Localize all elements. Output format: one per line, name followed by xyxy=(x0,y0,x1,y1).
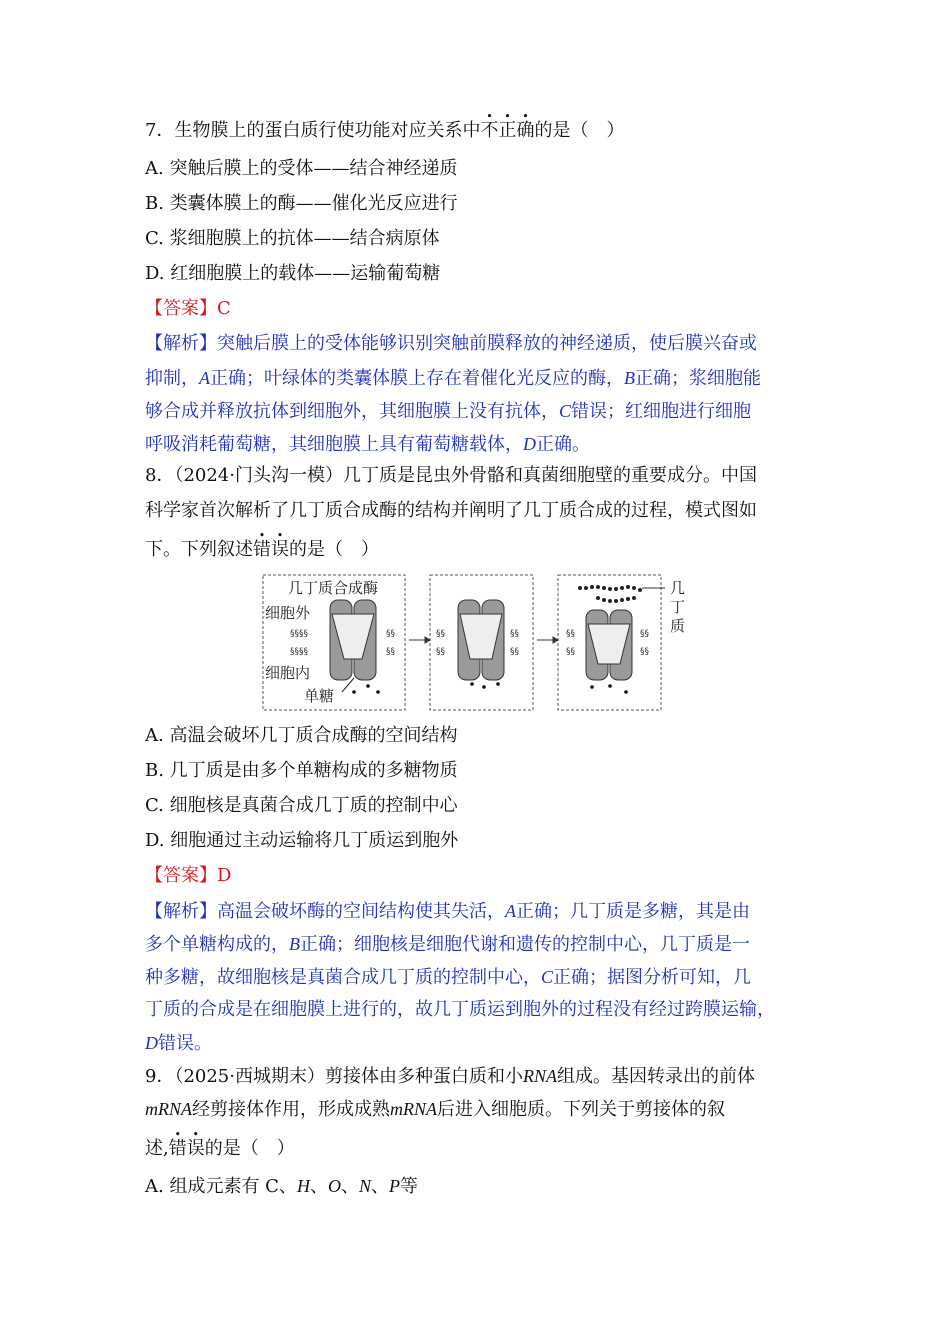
separator: 、 xyxy=(309,1176,328,1197)
analysis-text: 正确；据图分析可知，几 xyxy=(553,967,752,988)
enzyme-label: 几丁质合成酶 xyxy=(288,579,379,597)
q7-analysis-line-1 xyxy=(145,332,757,356)
rna-term: RNA xyxy=(522,1066,557,1086)
membrane-lipid: §§ xyxy=(386,647,395,657)
q7-stem-text: 7．生物膜上的蛋白质行使功能对应关系中 xyxy=(145,120,481,141)
enzyme-panel-3 xyxy=(586,610,632,680)
analysis-text: 多个单糖构成的， xyxy=(145,934,289,955)
emphasis-char: 确 xyxy=(516,120,535,141)
q9-stem-text: 9．（2025·西城期末）剪接体由多种蛋白质和小 xyxy=(145,1066,523,1087)
q9-stem-text: 经剪接体作用，形成成熟 xyxy=(192,1099,390,1120)
q7-option-b: B. 类囊体膜上的酶——催化光反应进行 xyxy=(145,193,458,214)
chitin-synthase-diagram xyxy=(262,574,692,714)
q8-stem-line-3 xyxy=(145,538,379,562)
mrna-term: mRNA xyxy=(390,1099,437,1119)
analysis-text: 高温会破坏酶的空间结构使其失活， xyxy=(217,901,505,922)
analysis-text: 正确。 xyxy=(536,434,590,455)
option-text: 等 xyxy=(399,1176,418,1197)
q9-stem-line-3 xyxy=(145,1137,295,1161)
inside-cell-label: 细胞内 xyxy=(265,664,311,682)
answer-tag: 【答案】 xyxy=(145,865,217,886)
q9-stem-text: 后进入细胞质。下列关于剪接体的叙 xyxy=(437,1099,725,1120)
option-letter: C xyxy=(541,967,554,987)
q8-option-b: B. 几丁质是由多个单糖构成的多糖物质 xyxy=(145,760,458,781)
chitin-label-char: 丁 xyxy=(670,598,686,616)
q9-stem-line-2 xyxy=(145,1097,725,1122)
emphasis-char: 不 xyxy=(480,120,499,141)
option-letter: A xyxy=(505,901,516,921)
q8-stem-text-end: 的是（ ） xyxy=(289,539,379,560)
emphasis-char: 正 xyxy=(498,120,517,141)
analysis-tag: 【解析】 xyxy=(145,333,217,354)
answer-value: C xyxy=(217,298,231,319)
q8-stem-line-1: 8．（2024·门头沟一模）几丁质是昆虫外骨骼和真菌细胞壁的重要成分。中国 xyxy=(145,465,757,486)
membrane-lipid: §§ xyxy=(510,629,519,639)
chitin-chain xyxy=(578,585,642,603)
option-letter: D xyxy=(523,434,536,454)
separator: 、 xyxy=(340,1176,359,1197)
analysis-text: 抑制， xyxy=(145,368,199,389)
element-symbol: O xyxy=(327,1176,341,1196)
analysis-text: 突触后膜上的受体能够识别突触前膜释放的神经递质，使后膜兴奋或 xyxy=(217,333,757,354)
membrane-lipid: §§ xyxy=(566,629,575,639)
analysis-text: 正确；叶绿体的类囊体膜上存在着催化光反应的酶， xyxy=(210,368,624,389)
membrane-lipid: §§ xyxy=(640,647,649,657)
q8-analysis-line-4: 丁质的合成是在细胞膜上进行的，故几丁质运到胞外的过程没有经过跨膜运输， xyxy=(145,999,775,1020)
analysis-text: 正确；浆细胞能 xyxy=(635,368,761,389)
analysis-text: 够合成并释放抗体到细胞外，其细胞膜上没有抗体， xyxy=(145,401,559,422)
element-symbol: P xyxy=(388,1176,400,1196)
q8-analysis-line-1 xyxy=(145,899,750,924)
answer-tag: 【答案】 xyxy=(145,298,217,319)
option-letter: A xyxy=(199,368,210,388)
membrane-lipid: §§§§ xyxy=(290,629,308,639)
chitin-label-char: 几 xyxy=(670,579,686,597)
q7-analysis-line-2 xyxy=(145,366,761,391)
analysis-text: 正确；细胞核是细胞代谢和遗传的控制中心，几丁质是一 xyxy=(300,934,750,955)
element-symbol: N xyxy=(358,1176,371,1196)
q9-stem-line-1 xyxy=(145,1064,755,1089)
chitin-label-char: 质 xyxy=(670,617,686,635)
option-letter: C xyxy=(559,401,572,421)
q8-option-c: C. 细胞核是真菌合成几丁质的控制中心 xyxy=(145,795,458,816)
q7-stem-text-end: 的是（ ） xyxy=(534,120,625,141)
q7-analysis-line-3 xyxy=(145,399,751,424)
q8-option-a: A. 高温会破坏几丁质合成酶的空间结构 xyxy=(145,725,458,746)
analysis-text: 错误；红细胞进行细胞 xyxy=(571,401,752,422)
separator: 、 xyxy=(370,1176,389,1197)
q7-answer xyxy=(145,297,231,321)
membrane-lipid: §§ xyxy=(436,647,445,657)
q9-stem-text: 组成。基因转录出的前体 xyxy=(556,1066,755,1087)
q8-option-d: D. 细胞通过主动运输将几丁质运到胞外 xyxy=(145,830,459,851)
element-symbol: H xyxy=(296,1176,310,1196)
membrane-lipid: §§ xyxy=(386,629,395,639)
enzyme-panel-1 xyxy=(330,600,376,680)
emphasis-char: 误 xyxy=(186,1138,205,1159)
q8-stem-line-2: 科学家首次解析了几丁质合成酶的结构并阐明了几丁质合成的过程，模式图如 xyxy=(145,500,757,521)
membrane-lipid: §§ xyxy=(566,647,575,657)
q8-stem-text: 下。下列叙述 xyxy=(145,539,253,560)
analysis-tag: 【解析】 xyxy=(145,901,217,922)
membrane-lipid: §§§§ xyxy=(290,647,308,657)
mrna-term: mRNA xyxy=(145,1099,192,1119)
emphasis-char: 误 xyxy=(271,539,289,560)
answer-value: D xyxy=(217,865,232,886)
analysis-text: 呼吸消耗葡萄糖，其细胞膜上具有葡萄糖载体， xyxy=(145,434,523,455)
analysis-text: 种多糖，故细胞核是真菌合成几丁质的控制中心， xyxy=(145,967,541,988)
option-letter: B xyxy=(624,368,635,388)
q9-stem-text-end: 的是（ ） xyxy=(204,1138,295,1159)
q9-option-a xyxy=(145,1174,418,1199)
analysis-text: 错误。 xyxy=(158,1033,212,1054)
enzyme-panel-2 xyxy=(458,600,504,680)
option-letter: B xyxy=(289,934,300,954)
emphasis-char: 错 xyxy=(253,539,271,560)
q7-option-d: D. 红细胞膜上的载体——运输葡萄糖 xyxy=(145,263,441,284)
membrane-lipid: §§ xyxy=(510,647,519,657)
q8-answer xyxy=(145,864,231,888)
outside-cell-label: 细胞外 xyxy=(265,604,311,622)
q8-analysis-line-3 xyxy=(145,965,751,990)
option-letter: D xyxy=(145,1033,158,1053)
q8-analysis-line-2 xyxy=(145,932,750,957)
q7-stem xyxy=(145,119,624,143)
analysis-text: 正确；几丁质是多糖，其是由 xyxy=(516,901,750,922)
q8-analysis-line-5 xyxy=(145,1031,212,1056)
q7-analysis-line-4 xyxy=(145,432,590,457)
membrane-lipid: §§ xyxy=(640,629,649,639)
q7-option-c: C. 浆细胞膜上的抗体——结合病原体 xyxy=(145,228,440,249)
monomer-label: 单糖 xyxy=(304,687,335,705)
q7-option-a: A. 突触后膜上的受体——结合神经递质 xyxy=(145,158,458,179)
membrane-lipid: §§ xyxy=(436,629,445,639)
option-text: A. 组成元素有 C、 xyxy=(145,1176,297,1197)
emphasis-char: 错 xyxy=(168,1138,187,1159)
q9-stem-text: 述, xyxy=(145,1138,169,1159)
